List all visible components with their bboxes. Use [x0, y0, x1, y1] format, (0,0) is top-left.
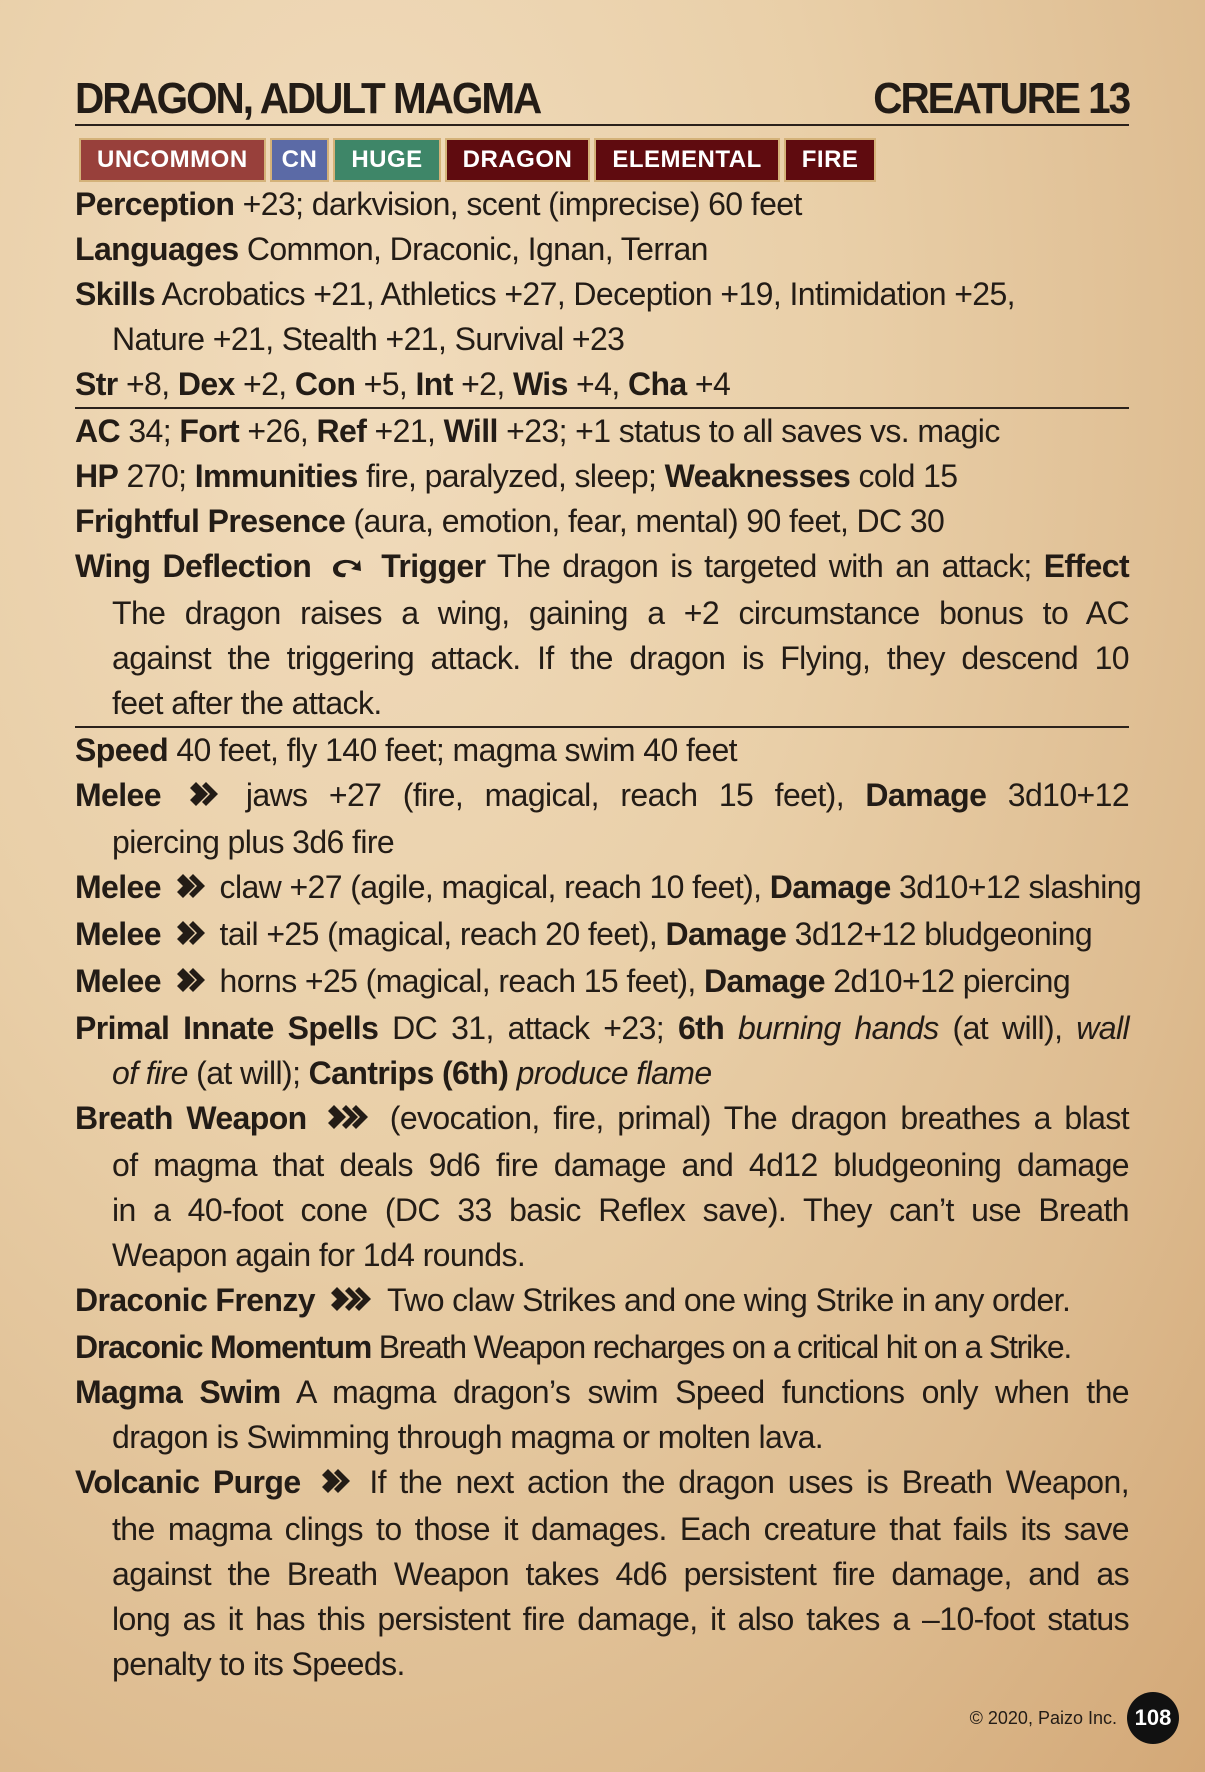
page-footer	[970, 1692, 1179, 1744]
single-action-icon	[320, 1462, 350, 1507]
breath-weapon-l2: of magma that deals 9d6 fire damage and 4d12 bludgeoning damage	[112, 1147, 1129, 1184]
volcanic-purge-l4: long as it has this persistent fire damage, it also takes a –10-foot status	[112, 1601, 1129, 1638]
skills-line-cont: Nature +21, Stealth +21, Survival +23	[112, 321, 625, 357]
speed-line: Speed 40 feet, fly 140 feet; magma swim 40 feet	[75, 732, 737, 769]
volcanic-purge-l2: the magma clings to those it damages. Each creature that fails its save	[112, 1511, 1129, 1548]
magma-swim-cont: dragon is Swimming through magma or molten lava.	[112, 1419, 824, 1456]
languages-line: Languages Common, Draconic, Ignan, Terran	[75, 231, 708, 267]
volcanic-purge-line: Volcanic Purge If the next action the dragon uses is Breath Weapon,	[75, 1460, 1129, 1507]
melee-jaws-cont: piercing plus 3d6 fire	[112, 824, 395, 861]
stat-block	[75, 72, 1142, 1687]
two-actions-icon	[326, 1098, 370, 1143]
defense-line: AC 34; Fort +26, Ref +21, Will +23; +1 status to all saves vs. magic	[75, 413, 1000, 449]
trait-alignment: CN	[270, 138, 330, 182]
trait-rarity: UNCOMMON	[79, 138, 266, 182]
wing-deflection-l4: feet after the attack.	[112, 685, 382, 722]
melee-tail-line: Melee tail +25 (magical, reach 20 feet), Damage 3d12+12 bludgeoning	[75, 912, 1129, 959]
breath-weapon-l3: in a 40-foot cone (DC 33 basic Reflex save). They can’t use Breath	[112, 1192, 1129, 1229]
creature-level: CREATURE 13	[873, 74, 1129, 123]
single-action-icon	[175, 867, 205, 912]
hp-line: HP 270; Immunities fire, paralyzed, sleep; Weaknesses cold 15	[75, 458, 958, 494]
reaction-icon	[329, 546, 363, 591]
trait-list	[79, 138, 1129, 182]
spells-line: Primal Innate Spells DC 31, attack +23; 6th burning hands (at will), wall	[75, 1010, 1129, 1047]
trait-size: HUGE	[333, 138, 440, 182]
magma-swim-line: Magma Swim A magma dragon’s swim Speed functions only when the	[75, 1374, 1129, 1411]
wing-deflection-line: Wing Deflection Trigger The dragon is targeted with an attack; Effect	[75, 544, 1129, 591]
skills-line: Skills Acrobatics +21, Athletics +27, Deception +19, Intimidation +25,	[75, 276, 1015, 312]
breath-weapon-l4: Weapon again for 1d4 rounds.	[112, 1237, 526, 1274]
ability-scores-line: Str +8, Dex +2, Con +5, Int +2, Wis +4, Cha +4	[75, 366, 731, 402]
wing-deflection-l2: The dragon raises a wing, gaining a +2 circumstance bonus to AC	[112, 595, 1129, 632]
page-number-badge: 108	[1127, 1692, 1179, 1744]
spells-line-cont: of fire (at will); Cantrips (6th) produce flame	[112, 1055, 712, 1092]
draconic-frenzy-line: Draconic Frenzy Two claw Strikes and one wing Strike in any order.	[75, 1278, 1129, 1325]
breath-weapon-line: Breath Weapon (evocation, fire, primal) The dragon breathes a blast	[75, 1096, 1129, 1143]
stat-header	[75, 72, 1129, 126]
trait-elemental: ELEMENTAL	[594, 138, 779, 182]
wing-deflection-l3: against the triggering attack. If the dragon is Flying, they descend 10	[112, 640, 1129, 677]
copyright-text: © 2020, Paizo Inc.	[969, 1707, 1117, 1728]
single-action-icon	[188, 775, 218, 820]
trait-dragon: DRAGON	[445, 138, 591, 182]
frightful-presence-line: Frightful Presence (aura, emotion, fear, mental) 90 feet, DC 30	[75, 503, 945, 539]
melee-claw-line: Melee claw +27 (agile, magical, reach 10 feet), Damage 3d10+12 slashing	[75, 865, 1129, 912]
single-action-icon	[175, 914, 205, 959]
draconic-momentum-line: Draconic Momentum Breath Weapon recharges on a critical hit on a Strike.	[75, 1329, 1072, 1366]
two-actions-icon	[329, 1280, 373, 1325]
volcanic-purge-l3: against the Breath Weapon takes 4d6 persistent fire damage, and as	[112, 1556, 1129, 1593]
melee-jaws-line: Melee jaws +27 (fire, magical, reach 15 feet), Damage 3d10+12	[75, 773, 1129, 820]
melee-horns-line: Melee horns +25 (magical, reach 15 feet), Damage 2d10+12 piercing	[75, 959, 1129, 1006]
single-action-icon	[175, 961, 205, 1006]
creature-name: DRAGON, ADULT MAGMA	[75, 74, 541, 123]
trait-fire: FIRE	[784, 138, 877, 182]
perception-line: Perception +23; darkvision, scent (imprecise) 60 feet	[75, 186, 802, 222]
volcanic-purge-l5: penalty to its Speeds.	[112, 1646, 405, 1683]
